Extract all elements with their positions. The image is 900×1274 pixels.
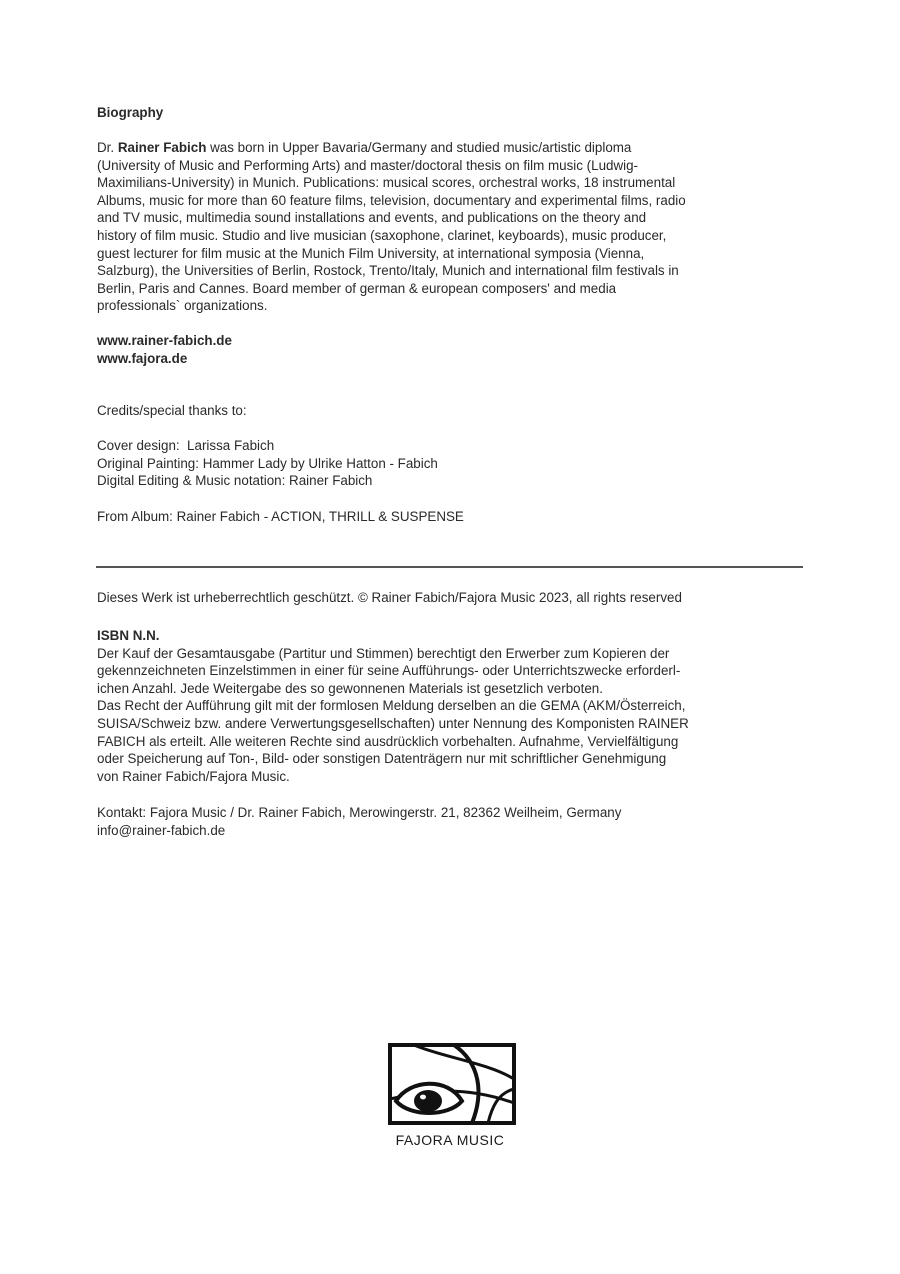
contact-email[interactable]: info@rainer-fabich.de	[97, 822, 226, 838]
isbn-line: gekennzeichneten Einzelstimmen in einer für seine Aufführungs- oder Unterrichtszwecke erforderl-	[97, 663, 681, 679]
link-rainer-fabich[interactable]: www.rainer-fabich.de	[97, 333, 232, 348]
contact-address: Kontakt: Fajora Music / Dr. Rainer Fabich, Merowingerstr. 21, 82362 Weilheim, Germany	[97, 805, 622, 820]
isbn-line: oder Speicherung auf Ton-, Bild- oder sonstigen Datenträgern nur mit schriftlicher Genehmigung	[97, 751, 667, 767]
biography-name: Rainer Fabich	[117, 140, 207, 155]
isbn-line: Der Kauf der Gesamtausgabe (Partitur und Stimmen) berechtigt den Erwerber zum Kopieren der	[97, 645, 670, 661]
biography-body: was born in Upper Bavaria/Germany and studied music/artistic diploma (University of Music and Performing Arts) and master/doctoral thesis on film music (Ludwig- Maximilians-University) in Munich. Publications: musical scores, orchestral works, 18 instrumental Albums, music for more than 60 feature films, television, documentary and experimental films, radio and TV music, multimedia sound installations and events, and publications on the theory and history of film music. Studio and live musician (saxophone, clarinet, keyboards), music producer, guest lecturer for film music at the Munich Film University, at international symposia (Vienna, Salzburg), the Universities of Berlin, Rostock, Trento/Italy, Munich and international film festivals in Berlin, Paris and Cannes. Board member of german & european composers' and media professionals` organizations.	[97, 140, 686, 314]
credit-cover: Cover design: Larissa Fabich	[97, 438, 275, 454]
isbn-line: SUISA/Schweiz bzw. andere Verwertungsgesellschaften) unter Nennung des Komponisten RAINER	[97, 715, 689, 731]
isbn-line: ichen Anzahl. Jede Weitergabe des so gewonnenen Materials ist gesetzlich verboten.	[97, 680, 603, 696]
eye-logo-icon	[388, 1043, 516, 1130]
credit-album: From Album: Rainer Fabich - ACTION, THRILL & SUSPENSE	[97, 508, 464, 524]
divider	[96, 566, 803, 568]
credit-editing: Digital Editing & Music notation: Rainer Fabich	[97, 473, 373, 489]
isbn-heading: ISBN N.N.	[97, 628, 160, 643]
links	[97, 332, 807, 367]
biography-text	[97, 139, 807, 315]
contact-section	[97, 804, 807, 839]
credits-section	[97, 402, 807, 525]
logo-label: FAJORA MUSIC	[395, 1132, 505, 1148]
credit-painting: Original Painting: Hammer Lady by Ulrike Hatton - Fabich	[97, 455, 438, 471]
copyright-notice: Dieses Werk ist urheberrechtlich geschützt. © Rainer Fabich/Fajora Music 2023, all rights reserved	[97, 590, 682, 605]
credits-heading: Credits/special thanks to:	[97, 403, 247, 418]
isbn-section	[97, 627, 807, 785]
isbn-line: FABICH als erteilt. Alle weiteren Rechte sind ausdrücklich vorbehalten. Aufnahme, Vervielfältigung	[97, 733, 679, 749]
isbn-line: Das Recht der Aufführung gilt mit der formlosen Meldung derselben an die GEMA (AKM/Österreich,	[97, 698, 686, 714]
biography-prefix: Dr.	[97, 140, 118, 155]
link-fajora[interactable]: www.fajora.de	[97, 350, 188, 366]
isbn-line: von Rainer Fabich/Fajora Music.	[97, 768, 290, 784]
biography-heading: Biography	[97, 105, 164, 120]
biography-section	[97, 104, 807, 122]
